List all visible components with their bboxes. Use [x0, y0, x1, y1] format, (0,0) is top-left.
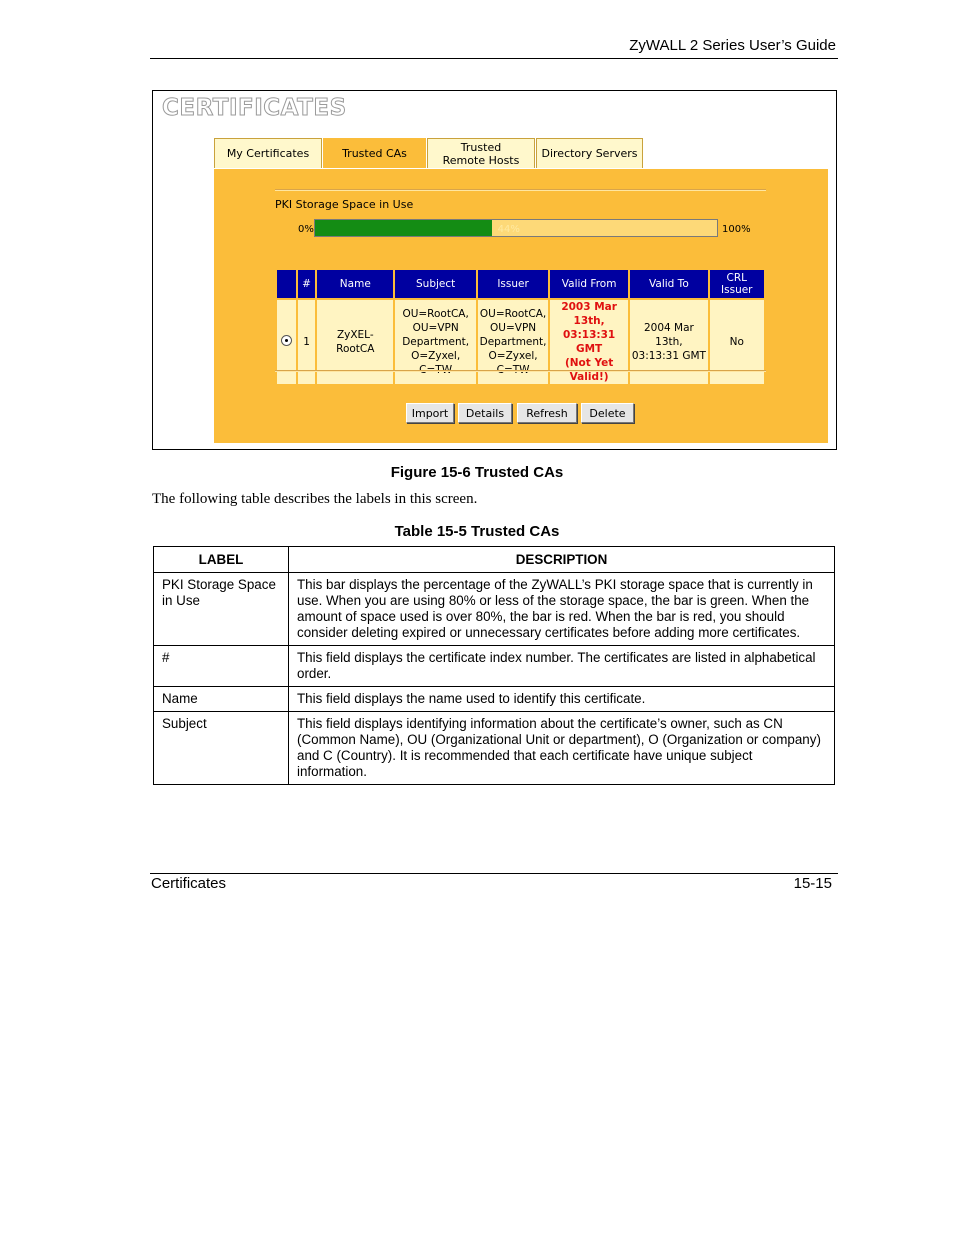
cell-crl-issuer: No	[709, 299, 765, 385]
row-label: PKI Storage Space in Use	[154, 573, 289, 646]
page-header-title: ZyWALL 2 Series User’s Guide	[629, 37, 836, 54]
delete-button[interactable]: Delete	[581, 403, 634, 423]
figure-caption: Figure 15-6 Trusted CAs	[390, 464, 564, 481]
trusted-ca-table	[275, 268, 766, 386]
row-description: This bar displays the percentage of the ZyWALL’s PKI storage space that is currently in use. When you are using 80% or less of the storage space, the bar is green. When the amount of space used is over 80%, the bar is red. When the bar is red, you should consider deleting expired or unnecessary certificates before adding more certificates.	[289, 573, 835, 646]
storage-percent-label: 44%	[497, 223, 520, 235]
storage-label: PKI Storage Space in Use	[275, 198, 414, 211]
table-caption: Table 15-5 Trusted CAs	[394, 523, 560, 540]
col-index: #	[297, 269, 317, 299]
divider	[275, 370, 766, 372]
import-button[interactable]: Import	[406, 403, 454, 423]
page-number: 15-15	[793, 875, 832, 892]
table-row	[154, 712, 835, 785]
header-rule	[150, 58, 838, 59]
row-label: #	[154, 646, 289, 687]
valid-from-date: 2003 Mar 13th, 03:13:31 GMT	[561, 301, 617, 355]
details-button[interactable]: Details	[458, 403, 512, 423]
table-row	[154, 573, 835, 646]
row-description: This field displays identifying information about the certificate’s owner, such as CN (Common Name), OU (Organizational Unit or department), O (Organization or company) and C (Country). It is recommended that each certificate have unique subject information.	[289, 712, 835, 785]
col-name: Name	[316, 269, 394, 299]
row-description: This field displays the name used to identify this certificate.	[289, 687, 835, 712]
cell-valid-from	[549, 299, 629, 385]
table-row	[154, 687, 835, 712]
cell-select[interactable]	[276, 299, 297, 385]
col-select	[276, 269, 297, 299]
table-row	[276, 299, 765, 385]
intro-text: The following table describes the labels in this screen.	[152, 491, 478, 507]
row-label: Subject	[154, 712, 289, 785]
col-crl-issuer: CRL Issuer	[709, 269, 765, 299]
content-panel	[214, 169, 828, 443]
row-label: Name	[154, 687, 289, 712]
header-label: LABEL	[154, 547, 289, 573]
tab-trusted-remote-hosts[interactable]: Trusted Remote Hosts	[427, 138, 535, 168]
storage-progress-bar	[314, 219, 718, 237]
cell-valid-to: 2004 Mar 13th, 03:13:31 GMT	[629, 299, 708, 385]
table-row	[154, 646, 835, 687]
not-yet-valid-note: (Not Yet Valid!)	[564, 357, 614, 383]
storage-max-label: 100%	[722, 224, 751, 235]
cell-subject: OU=RootCA, OU=VPN Department, O=Zyxel, C=TW	[394, 299, 477, 385]
col-issuer: Issuer	[477, 269, 549, 299]
col-valid-from: Valid From	[549, 269, 629, 299]
cell-issuer: OU=RootCA, OU=VPN Department, O=Zyxel, C=TW	[477, 299, 549, 385]
description-table	[153, 546, 835, 785]
divider	[275, 189, 766, 191]
row-description: This field displays the certificate index number. The certificates are listed in alphabetical order.	[289, 646, 835, 687]
footer-rule	[150, 873, 838, 874]
storage-min-label: 0%	[298, 224, 314, 235]
screen-title: CERTIFICATES	[162, 95, 347, 121]
select-radio[interactable]	[281, 335, 292, 346]
cell-index: 1	[297, 299, 317, 385]
col-valid-to: Valid To	[629, 269, 708, 299]
refresh-button[interactable]: Refresh	[517, 403, 577, 423]
col-subject: Subject	[394, 269, 477, 299]
footer-section: Certificates	[151, 875, 227, 892]
tab-trusted-cas[interactable]: Trusted CAs	[323, 138, 426, 168]
tab-my-certificates[interactable]: My Certificates	[214, 138, 322, 168]
cell-name: ZyXEL-RootCA	[316, 299, 394, 385]
screenshot-frame	[152, 90, 837, 450]
header-description: DESCRIPTION	[289, 547, 835, 573]
tab-directory-servers[interactable]: Directory Servers	[536, 138, 643, 168]
